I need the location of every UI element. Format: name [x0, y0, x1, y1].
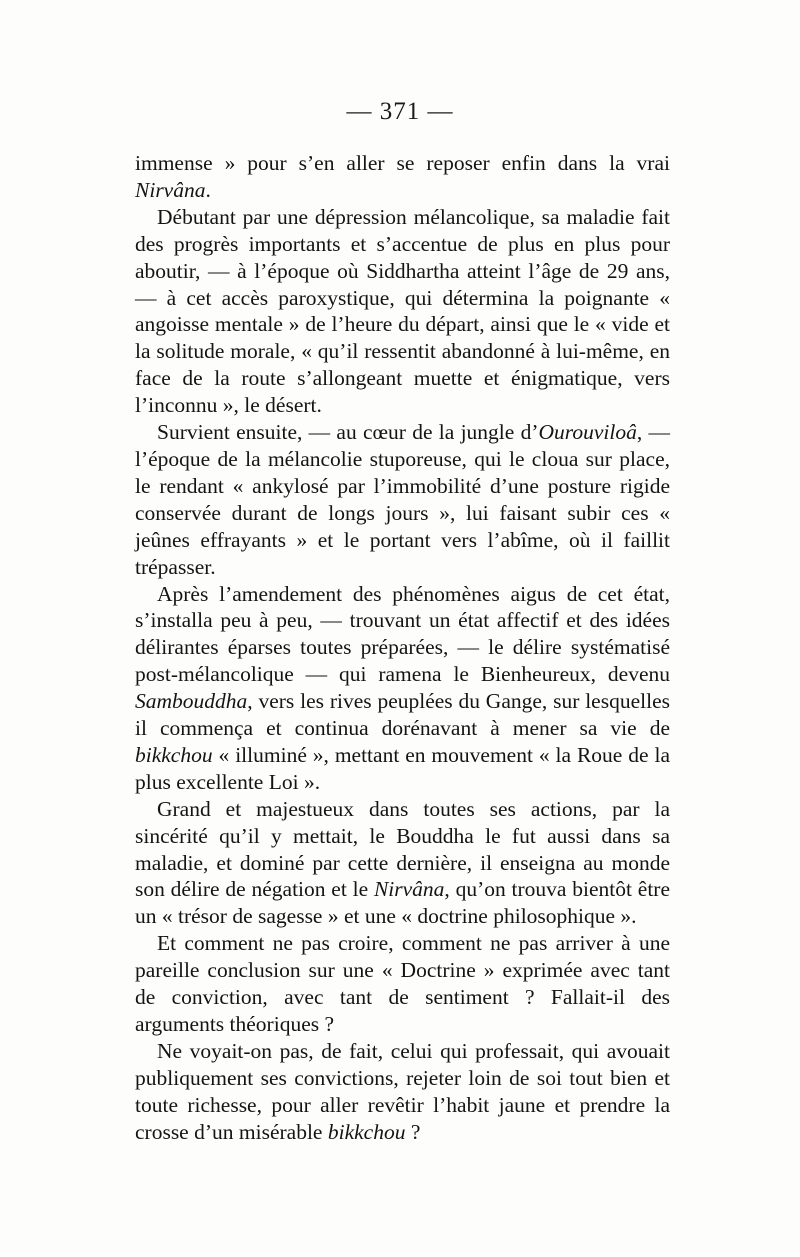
paragraph: [135, 796, 670, 931]
text-run: Débutant par une dépression mélancolique, sa maladie fait des progrès importants et s’accentue de plus en plus pour aboutir, — à l’époque où Siddhartha atteint l’âge de 29 ans, — à cet accès paroxystique, qui détermina la poignante « angoisse mentale » de l’heure du départ, ainsi que le « vide et la solitude morale, « qu’il ressentit abandonné à lui-même, en face de la route s’allongeant muette et énigmatique, vers l’inconnu », le désert.: [135, 204, 670, 418]
text-run: Après l’amendement des phénomènes aigus de cet état, s’installa peu à peu, — trouvant un état affectif et des idées délirantes éparses toutes préparées, — le délire systématisé post-mélancolique — qui ramena le Bienheureux, devenu: [135, 581, 670, 687]
paragraph: [135, 1038, 670, 1146]
italic-term: Nirvâna: [135, 177, 206, 202]
text-run: , — l’époque de la mélancolie stuporeuse, qui le cloua sur place, le rendant « ankylosé par l’immobilité d’une posture rigide conservée durant de longs jours », lui faisant subir ces « jeûnes effrayants » et le portant vers l’abîme, où il faillit trépasser.: [135, 420, 670, 579]
text-run: , vers les rives peuplées du Gange, sur lesquelles il commença et continua dorénavant à mener sa vie de: [135, 689, 670, 741]
italic-term: bikkchou: [135, 742, 213, 767]
italic-term: Nirvâna: [373, 877, 445, 902]
text-run: , qu’on trouva bientôt être un « trésor de sagesse » et une « doctrine philosophique ».: [135, 877, 670, 929]
body-text: [135, 150, 670, 1146]
text-run: « illuminé », mettant en mouvement « la Roue de la plus excellente Loi ».: [135, 742, 670, 794]
italic-term: Ourouviloâ: [538, 420, 637, 445]
paragraph: [135, 930, 670, 1038]
page-number: — 371 —: [346, 98, 454, 125]
italic-term: Sambouddha: [135, 689, 248, 714]
paragraph: [135, 581, 670, 796]
text-run: .: [205, 177, 211, 202]
text-run: immense » pour s’en aller se reposer enfin dans la vrai: [135, 151, 670, 175]
text-run: Ne voyait-on pas, de fait, celui qui professait, qui avouait publiquement ses convictions, rejeter loin de soi tout bien et toute richesse, pour aller revêtir l’habit jaune et prendre la crosse d’un misérable: [135, 1038, 670, 1144]
text-run: Grand et majestueux dans toutes ses actions, par la sincérité qu’il y mettait, le Bouddha le fut aussi dans sa maladie, et dominé par cette dernière, il enseigna au monde son délire de négation et le: [135, 796, 670, 902]
italic-term: bikkchou: [327, 1119, 406, 1144]
paragraph: [135, 204, 670, 419]
text-run: Et comment ne pas croire, comment ne pas arriver à une pareille conclusion sur une « Doctrine » exprimée avec tant de conviction, avec tant de sentiment ? Fallait-il des arguments théoriques ?: [135, 931, 670, 1036]
paragraph: [135, 419, 670, 580]
text-run: ?: [405, 1119, 421, 1144]
paragraph: [135, 150, 670, 204]
text-run: Survient ensuite, — au cœur de la jungle d’: [157, 420, 539, 445]
